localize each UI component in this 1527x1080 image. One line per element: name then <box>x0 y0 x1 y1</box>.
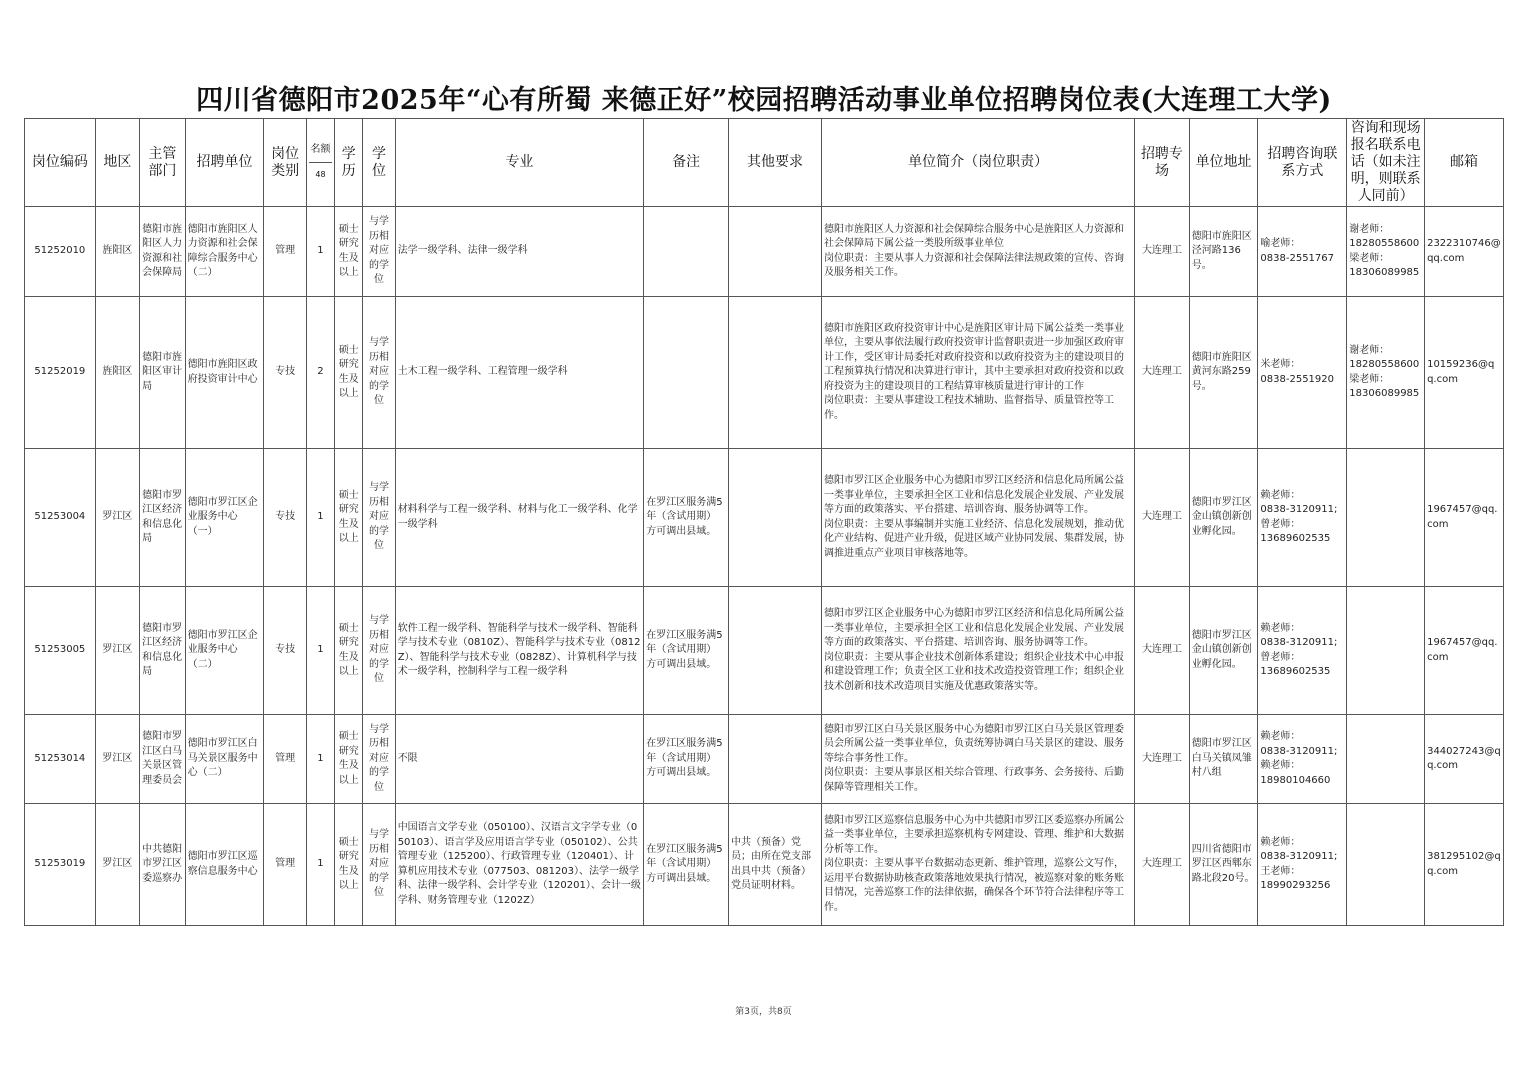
cell-unit: 德阳市罗江区企业服务中心（一） <box>185 449 264 587</box>
cell-remark: 在罗江区服务满5年（含试用期）方可调出县域。 <box>644 587 729 715</box>
cell-other <box>729 449 822 587</box>
header-type: 岗位类别 <box>264 119 306 207</box>
cell-quota: 1 <box>306 207 334 297</box>
cell-quota: 1 <box>306 449 334 587</box>
cell-code: 51252019 <box>25 297 96 449</box>
cell-degree: 与学历相对应的学位 <box>363 715 395 804</box>
cell-remark: 在罗江区服务满5年（含试用期）方可调出县域。 <box>644 449 729 587</box>
cell-region: 罗江区 <box>95 449 139 587</box>
cell-code: 51253004 <box>25 449 96 587</box>
cell-session: 大连理工 <box>1135 804 1190 926</box>
cell-quota: 2 <box>306 297 334 449</box>
cell-dept: 德阳市旌阳区人力资源和社会保障局 <box>140 207 185 297</box>
cell-other <box>729 715 822 804</box>
cell-phone <box>1347 449 1425 587</box>
cell-remark: 在罗江区服务满5年（含试用期）方可调出县域。 <box>644 804 729 926</box>
cell-phone <box>1347 587 1425 715</box>
cell-unit: 德阳市罗江区巡察信息服务中心 <box>185 804 264 926</box>
cell-intro: 德阳市罗江区巡察信息服务中心为中共德阳市罗江区委巡察办所属公益一类事业单位，主要承担巡察机构专网建设、管理、维护和大数据分析等工作。 岗位职责：主要从事平台数据动态更新、维护管理，巡察公文写作，运用平台数据协助核查政策落地效果执行情况，被巡察对象的账务账目情况，完善巡察工作的法律依据，确保各个环节符合法律程序等工作。 <box>822 804 1135 926</box>
table-row <box>25 587 1504 715</box>
cell-dept: 德阳市罗江区经济和信息化局 <box>140 587 185 715</box>
cell-dept: 中共德阳市罗江区委巡察办 <box>140 804 185 926</box>
header-quota <box>306 119 334 207</box>
table-row <box>25 804 1504 926</box>
cell-contact: 米老师： 0838-2551920 <box>1258 297 1347 449</box>
cell-intro: 德阳市罗江区企业服务中心为德阳市罗江区经济和信息化局所属公益一类事业单位，主要承担全区工业和信息化发展企业发展、产业发展等方面的政策落实、平台搭建、培训咨询、服务协调等工作。 岗位职责：主要从事企业技术创新体系建设；组织企业技术中心申报和建设管理工作；负责全区工业和技术改造投资管理工作；组织企业技术创新和技术改造项目实施及优惠政策落实等。 <box>822 587 1135 715</box>
cell-unit: 德阳市旌阳区政府投资审计中心 <box>185 297 264 449</box>
cell-intro: 德阳市罗江区企业服务中心为德阳市罗江区经济和信息化局所属公益一类事业单位，主要承担全区工业和信息化发展企业发展、产业发展等方面的政策落实、平台搭建、培训咨询、服务协调等工作。 岗位职责：主要从事编制并实施工业经济、信息化发展规划，推动优化产业结构、促进产业升级，促进区域产业协同发展、集群发展，协调推进重点产业项目审核落地等。 <box>822 449 1135 587</box>
cell-phone <box>1347 804 1425 926</box>
cell-type: 专技 <box>264 587 306 715</box>
cell-degree: 与学历相对应的学位 <box>363 804 395 926</box>
cell-other <box>729 207 822 297</box>
cell-degree: 与学历相对应的学位 <box>363 297 395 449</box>
cell-phone: 谢老师： 18280558600 梁老师： 18306089985 <box>1347 297 1425 449</box>
cell-session: 大连理工 <box>1135 207 1190 297</box>
cell-code: 51252010 <box>25 207 96 297</box>
cell-address: 德阳市旌阳区泾河路136号。 <box>1189 207 1258 297</box>
cell-edu: 硕士研究生及以上 <box>335 449 363 587</box>
header-remark: 备注 <box>644 119 729 207</box>
table-row <box>25 449 1504 587</box>
cell-session: 大连理工 <box>1135 587 1190 715</box>
cell-code: 51253019 <box>25 804 96 926</box>
cell-major: 中国语言文学专业（050100）、汉语言文字学专业（050103）、语言学及应用语言学专业（050102）、公共管理专业（125200）、行政管理专业（120401）、计算机应用技术专业（077503、081203）、法学一级学科、法律一级学科、会计学专业（120201）、会计一级学科、财务管理专业（1202Z） <box>395 804 644 926</box>
table-row <box>25 207 1504 297</box>
cell-edu: 硕士研究生及以上 <box>335 804 363 926</box>
header-dept: 主管部门 <box>140 119 185 207</box>
header-row <box>25 119 1504 207</box>
cell-address: 德阳市罗江区金山镇创新创业孵化园。 <box>1189 449 1258 587</box>
header-major: 专业 <box>395 119 644 207</box>
cell-contact: 赖老师： 0838-3120911; 赖老师： 18980104660 <box>1258 715 1347 804</box>
cell-degree: 与学历相对应的学位 <box>363 207 395 297</box>
cell-remark: 在罗江区服务满5年（含试用期）方可调出县域。 <box>644 715 729 804</box>
header-intro: 单位简介（岗位职责） <box>822 119 1135 207</box>
table-row <box>25 715 1504 804</box>
cell-unit: 德阳市罗江区企业服务中心（二） <box>185 587 264 715</box>
cell-other <box>729 587 822 715</box>
cell-address: 德阳市罗江区白马关镇凤雏村八组 <box>1189 715 1258 804</box>
cell-major: 材料科学与工程一级学科、材料与化工一级学科、化学一级学科 <box>395 449 644 587</box>
cell-remark <box>644 207 729 297</box>
header-edu: 学历 <box>335 119 363 207</box>
cell-region: 旌阳区 <box>95 297 139 449</box>
cell-email: 1967457@qq.com <box>1425 449 1504 587</box>
cell-edu: 硕士研究生及以上 <box>335 297 363 449</box>
cell-email: 1967457@qq.com <box>1425 587 1504 715</box>
cell-region: 罗江区 <box>95 804 139 926</box>
cell-contact: 赖老师： 0838-3120911; 曾老师： 13689602535 <box>1258 587 1347 715</box>
cell-intro: 德阳市罗江区白马关景区服务中心为德阳市罗江区白马关景区管理委员会所属公益一类事业单位，负责统筹协调白马关景区的建设、服务等综合事务性工作。 岗位职责：主要从事景区相关综合管理、行政事务、会务接待、后勤保障等管理相关工作。 <box>822 715 1135 804</box>
cell-type: 专技 <box>264 449 306 587</box>
cell-session: 大连理工 <box>1135 449 1190 587</box>
cell-email: 344027243@qq.com <box>1425 715 1504 804</box>
cell-email: 2322310746@qq.com <box>1425 207 1504 297</box>
cell-intro: 德阳市旌阳区政府投资审计中心是旌阳区审计局下属公益类一类事业单位，主要从事依法履行政府投资审计监督职责进一步加强区政府审计工作，受区审计局委托对政府投资和以政府投资为主的建设项目的工程预算执行情况和决算进行审计，其中主要承担对政府投资和以政府投资为主的建设项目的工程结算审核质量进行审计的工作 岗位职责：主要从事建设工程技术辅助、监督指导、质量管控等工作。 <box>822 297 1135 449</box>
header-email: 邮箱 <box>1425 119 1504 207</box>
cell-quota: 1 <box>306 804 334 926</box>
cell-contact: 赖老师： 0838-3120911; 曾老师： 13689602535 <box>1258 449 1347 587</box>
cell-major: 软件工程一级学科、智能科学与技术一级学科、智能科学与技术专业（0810Z）、智能科学与技术专业（0812Z）、智能科学与技术专业（0828Z）、计算机科学与技术一级学科，控制科学与工程一级学科 <box>395 587 644 715</box>
cell-address: 四川省德阳市罗江区西郫东路北段20号。 <box>1189 804 1258 926</box>
page-title: 四川省德阳市2025年“心有所蜀 来德正好”校园招聘活动事业单位招聘岗位表(大连理工大学) <box>196 85 1332 116</box>
header-quota-total: 48 <box>315 170 326 179</box>
header-contact: 招聘咨询联系方式 <box>1258 119 1347 207</box>
header-session: 招聘专场 <box>1135 119 1190 207</box>
cell-type: 专技 <box>264 297 306 449</box>
cell-phone <box>1347 715 1425 804</box>
cell-type: 管理 <box>264 207 306 297</box>
cell-dept: 德阳市罗江区经济和信息化局 <box>140 449 185 587</box>
cell-degree: 与学历相对应的学位 <box>363 587 395 715</box>
cell-edu: 硕士研究生及以上 <box>335 207 363 297</box>
cell-major: 不限 <box>395 715 644 804</box>
page-footer: 第3页，共8页 <box>735 1007 792 1017</box>
cell-major: 法学一级学科、法律一级学科 <box>395 207 644 297</box>
recruitment-table <box>24 118 1504 926</box>
cell-quota: 1 <box>306 715 334 804</box>
header-other: 其他要求 <box>729 119 822 207</box>
header-region: 地区 <box>95 119 139 207</box>
cell-region: 罗江区 <box>95 715 139 804</box>
cell-session: 大连理工 <box>1135 715 1190 804</box>
header-code: 岗位编码 <box>25 119 96 207</box>
cell-contact: 喻老师： 0838-2551767 <box>1258 207 1347 297</box>
cell-type: 管理 <box>264 715 306 804</box>
cell-edu: 硕士研究生及以上 <box>335 715 363 804</box>
cell-remark <box>644 297 729 449</box>
cell-region: 罗江区 <box>95 587 139 715</box>
cell-dept: 德阳市旌阳区审计局 <box>140 297 185 449</box>
cell-type: 管理 <box>264 804 306 926</box>
cell-unit: 德阳市罗江区白马关景区服务中心（二） <box>185 715 264 804</box>
cell-intro: 德阳市旌阳区人力资源和社会保障综合服务中心是旌阳区人力资源和社会保障局下属公益一类股所级事业单位 岗位职责：主要从事人力资源和社会保障法律法规政策的宣传、咨询及服务相关工作。 <box>822 207 1135 297</box>
cell-major: 土木工程一级学科、工程管理一级学科 <box>395 297 644 449</box>
cell-quota: 1 <box>306 587 334 715</box>
table-row <box>25 297 1504 449</box>
cell-email: 381295102@qq.com <box>1425 804 1504 926</box>
header-degree: 学位 <box>363 119 395 207</box>
cell-degree: 与学历相对应的学位 <box>363 449 395 587</box>
cell-dept: 德阳市罗江区白马关景区管理委员会 <box>140 715 185 804</box>
header-quota-label: 名额 <box>309 138 332 163</box>
cell-unit: 德阳市旌阳区人力资源和社会保障综合服务中心（二） <box>185 207 264 297</box>
cell-code: 51253014 <box>25 715 96 804</box>
cell-edu: 硕士研究生及以上 <box>335 587 363 715</box>
cell-contact: 赖老师： 0838-3120911; 王老师： 18990293256 <box>1258 804 1347 926</box>
cell-other: 中共（预备）党员；由所在党支部出具中共（预备）党员证明材料。 <box>729 804 822 926</box>
cell-region: 旌阳区 <box>95 207 139 297</box>
cell-session: 大连理工 <box>1135 297 1190 449</box>
header-address: 单位地址 <box>1189 119 1258 207</box>
cell-email: 10159236@qq.com <box>1425 297 1504 449</box>
cell-address: 德阳市旌阳区黄河东路259号。 <box>1189 297 1258 449</box>
cell-other <box>729 297 822 449</box>
table-body <box>25 207 1504 926</box>
cell-address: 德阳市罗江区金山镇创新创业孵化园。 <box>1189 587 1258 715</box>
header-phone: 咨询和现场报名联系电话（如未注明，则联系人同前） <box>1347 119 1425 207</box>
cell-code: 51253005 <box>25 587 96 715</box>
header-unit: 招聘单位 <box>185 119 264 207</box>
cell-phone: 谢老师： 18280558600 梁老师： 18306089985 <box>1347 207 1425 297</box>
